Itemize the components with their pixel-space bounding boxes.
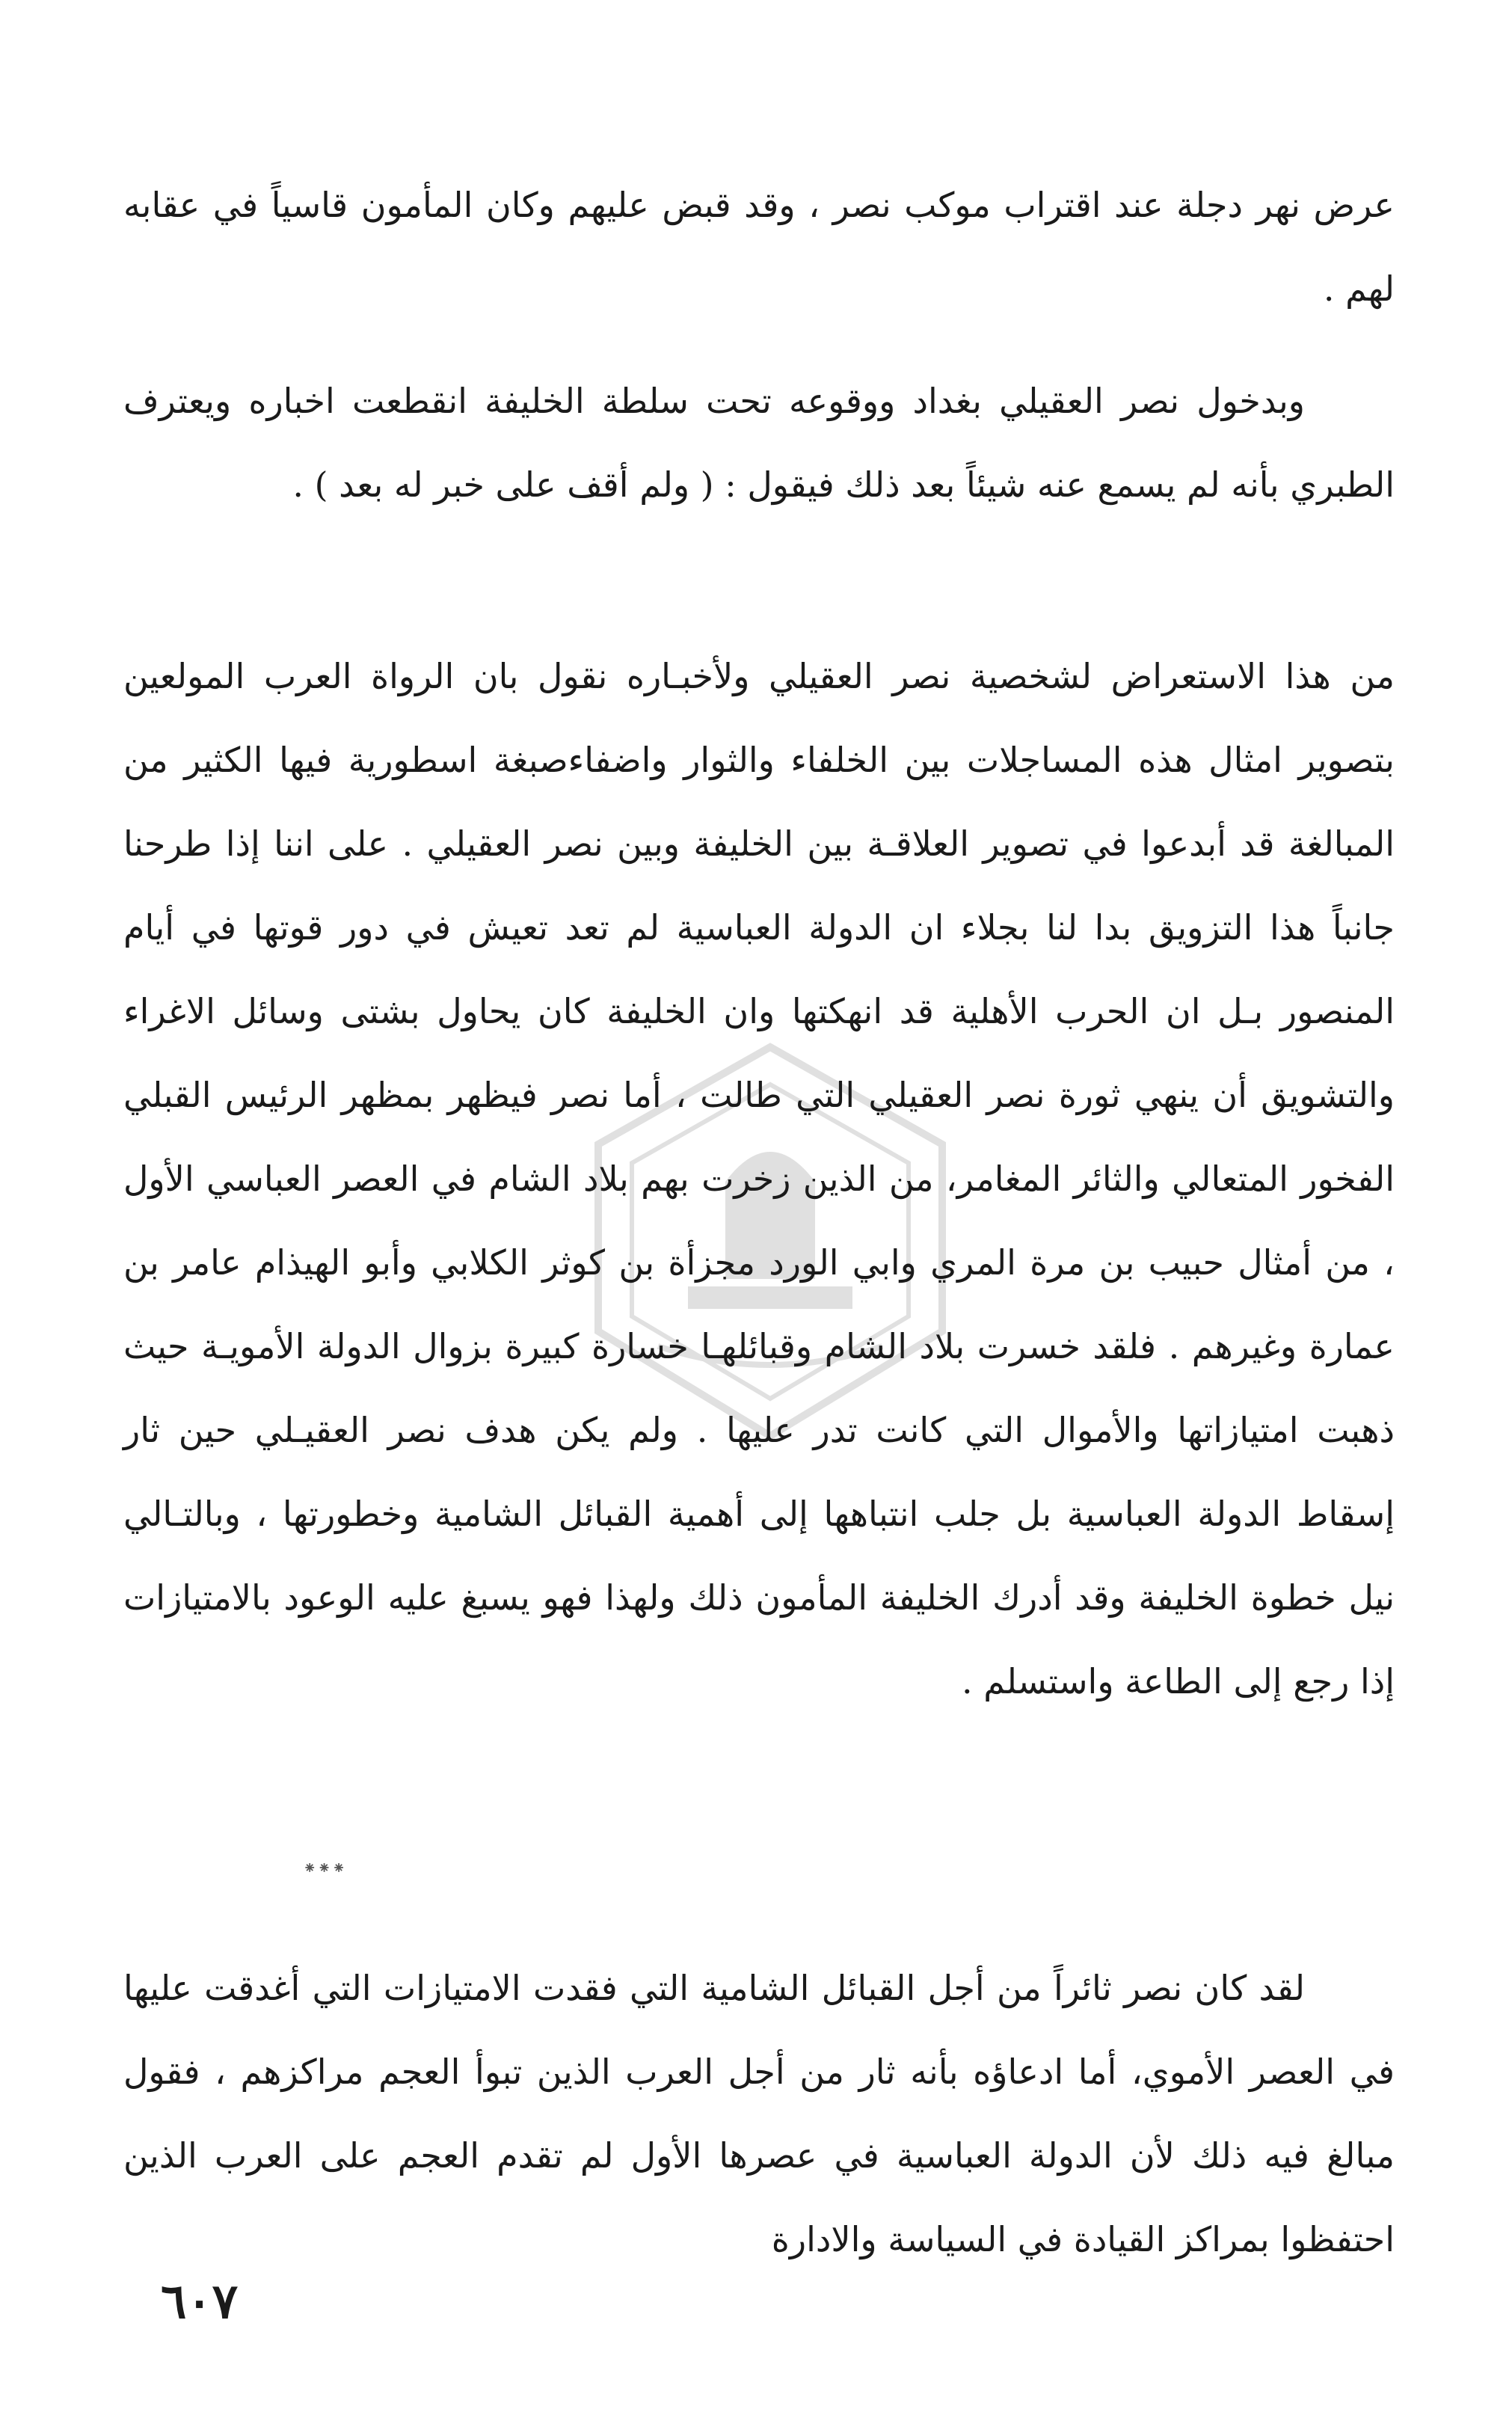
paragraph-text: وبدخول نصر العقيلي بغداد ووقوعه تحت سلطة الخليفة انقطعت اخباره ويعترف الطبري بأنه لم يسمع عنه شيئاً بعد ذلك فيقول : ( ولم أقف على خبر له بعد ) . [123,381,1395,505]
paragraph-4 [123,1946,1395,2281]
ornament-mark: ⁕⁕⁕ [303,1859,347,1878]
paragraph-text: لقد كان نصر ثائراً من أجل القبائل الشامية التي فقدت الامتيازات التي أغدقت عليها في العصر الأموي، أما ادعاؤه بأنه ثار من أجل العرب الذين تبوأ العجم مراكزهم ، فقول مبالغ فيه ذلك لأن الدولة العباسية في عصرها الأول لم تقدم العجم على العرب الذين احتفظوا بمراكز القيادة في السياسة والادارة [123,1968,1395,2259]
paragraph-text: من هذا الاستعراض لشخصية نصر العقيلي ولأخبـاره نقول بان الرواة العرب المولعين بتصوير امثال هذه المساجلات بين الخلفاء والثوار واضفاءصبغة اسطورية فيها الكثير من المبالغة قد أبدعوا في تصوير العلاقـة بين الخليفة وبين نصر العقيلي . على اننا إذا طرحنا جانباً هذا التزويق بدا لنا بجلاء ان الدولة العباسية لم تعد تعيش في دور قوتها في أيام المنصور بـل ان الحرب الأهلية قد انهكتها وان الخليفة كان يحاول بشتى وسائل الاغراء والتشويق أن ينهي ثورة نصر العقيلي التي طالت ، أما نصر فيظهر بمظهر الرئيس القبلي الفخور المتعالي والثائر المغامر، من الذين زخرت بهم بلاد الشام في العصر العباسي الأول ، من أمثال حبيب بن مرة المري وابي الورد مجزأة بن كوثر الكلابي وأبو الهيذام عامر بن عمارة وغيرهم . فلقد خسرت بلاد الشام وقبائلهـا خسارة كبيرة بزوال الدولة الأمويـة حيث ذهبت امتيازاتها والأموال التي كانت تدر عليها . ولم يكن هدف نصر العقيـلي حين ثار إسقاط الدولة العباسية بل جلب انتباهها إلى أهمية القبائل الشامية وخطورتها ، وبالتـالي نيل خطوة الخليفة وقد أدرك الخليفة المأمون ذلك ولهذا فهو يسبغ عليه الوعود بالامتيازات إذا رجع إلى الطاعة واستسلم . [123,656,1395,1702]
paragraph-3 [123,634,1395,1723]
paragraph-1 [123,163,1395,331]
paragraph-text: عرض نهر دجلة عند اقتراب موكب نصر ، وقد قبض عليهم وكان المأمون قاسياً في عقابه لهم . [123,185,1395,309]
page-number: ٦٠٧ [161,2274,239,2330]
paragraph-2 [123,359,1395,527]
